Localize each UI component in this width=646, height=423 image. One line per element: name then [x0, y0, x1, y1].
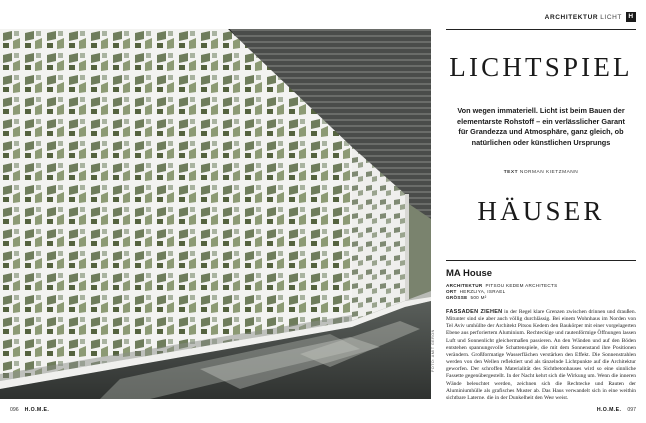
fact-key: ORT — [446, 289, 457, 294]
photo-credit: FOTO: AMIT GERON — [431, 329, 435, 372]
project-title: MA House — [446, 268, 493, 279]
fact-value: 500 M² — [470, 295, 487, 300]
section-label: ARCHITEKTUR — [544, 13, 599, 21]
article-headline: LICHTSPIEL — [449, 52, 633, 82]
feature-photo — [0, 29, 431, 399]
magazine-name-right: H.O.M.E. — [596, 407, 622, 413]
magazine-name-left: H.O.M.E. — [24, 407, 50, 413]
section-badge: H — [626, 12, 636, 22]
body-dropin: FASSADEN ZIEHEN — [446, 309, 503, 315]
house-facade-illustration — [0, 29, 431, 399]
credit-label: TEXT — [503, 170, 519, 175]
article-body — [446, 309, 636, 399]
page-number-right: 097 — [627, 407, 636, 413]
subsection-label: LICHT — [600, 13, 622, 21]
section-header — [520, 11, 636, 23]
mid-divider — [446, 260, 636, 261]
article-lead: Von wegen immateriell. Licht ist beim Bauen der elementarste Rohstoff – ein verlässlicher Garant für Grandezza und Atmosphäre, ganz gleich, ob natürlichen oder künstlichen Ursprungs — [457, 106, 625, 147]
credit-author: NORMAN KIETZMANN — [519, 170, 579, 175]
folio-right — [597, 407, 636, 413]
fact-value: PITSOU KEDEM ARCHITECTS — [485, 283, 558, 288]
top-divider — [446, 29, 636, 30]
project-facts — [446, 283, 636, 301]
fact-value: HERZLIYA, ISRAEL — [459, 289, 506, 294]
page-number-left: 096 — [10, 407, 19, 413]
fact-row-groesse — [446, 295, 636, 301]
author-credit — [446, 170, 636, 175]
fact-key: GRÖSSE — [446, 295, 468, 300]
body-copy: in der Regel klare Grenzen zwischen drinnen und draußen. Mitunter sind sie aber auch völlig durchlässig. Bei einem Wohnhaus im Norden von Tel Aviv umhüllte der Architekt Pitsou Kedem den Baukörper mit einer vorgelagerten Ebene aus perforiertem Aluminium. Rechteckige und rautenförmige Öffnungen lassen Luft und Sonnenlicht gleichermaßen passieren. An den Wänden und auf den Böden entstehen spannungsvolle Schattenspiele, die mit dem Sonnenstand ihre Positionen verändern. Großformatige Wasserflächen verstärken den Effekt. Die Sonnenstrahlen werden von den Wellen reflektiert und als tänzelnde Lichtpunkte auf die Architektur geworfen. Der schroffen Materialität des Sichtbetonhauses wird so eine sinnliche Fassette gegenübergestellt. In der Nacht kehrt sich die Wirkung um. Wenn die inneren Wände beleuchtet werden, zeichnen sich die Rechtecke und Rauten der Aluminiumhülle als grafisches Muster ab. Das Haus verwandelt sich in eine weithin sichtbare Laterne, die in der Dunkelheit den Weg weist. — [446, 309, 636, 399]
folio-left — [10, 407, 49, 413]
fact-key: ARCHITEKTUR — [446, 283, 483, 288]
category-title: HÄUSER — [477, 196, 605, 226]
